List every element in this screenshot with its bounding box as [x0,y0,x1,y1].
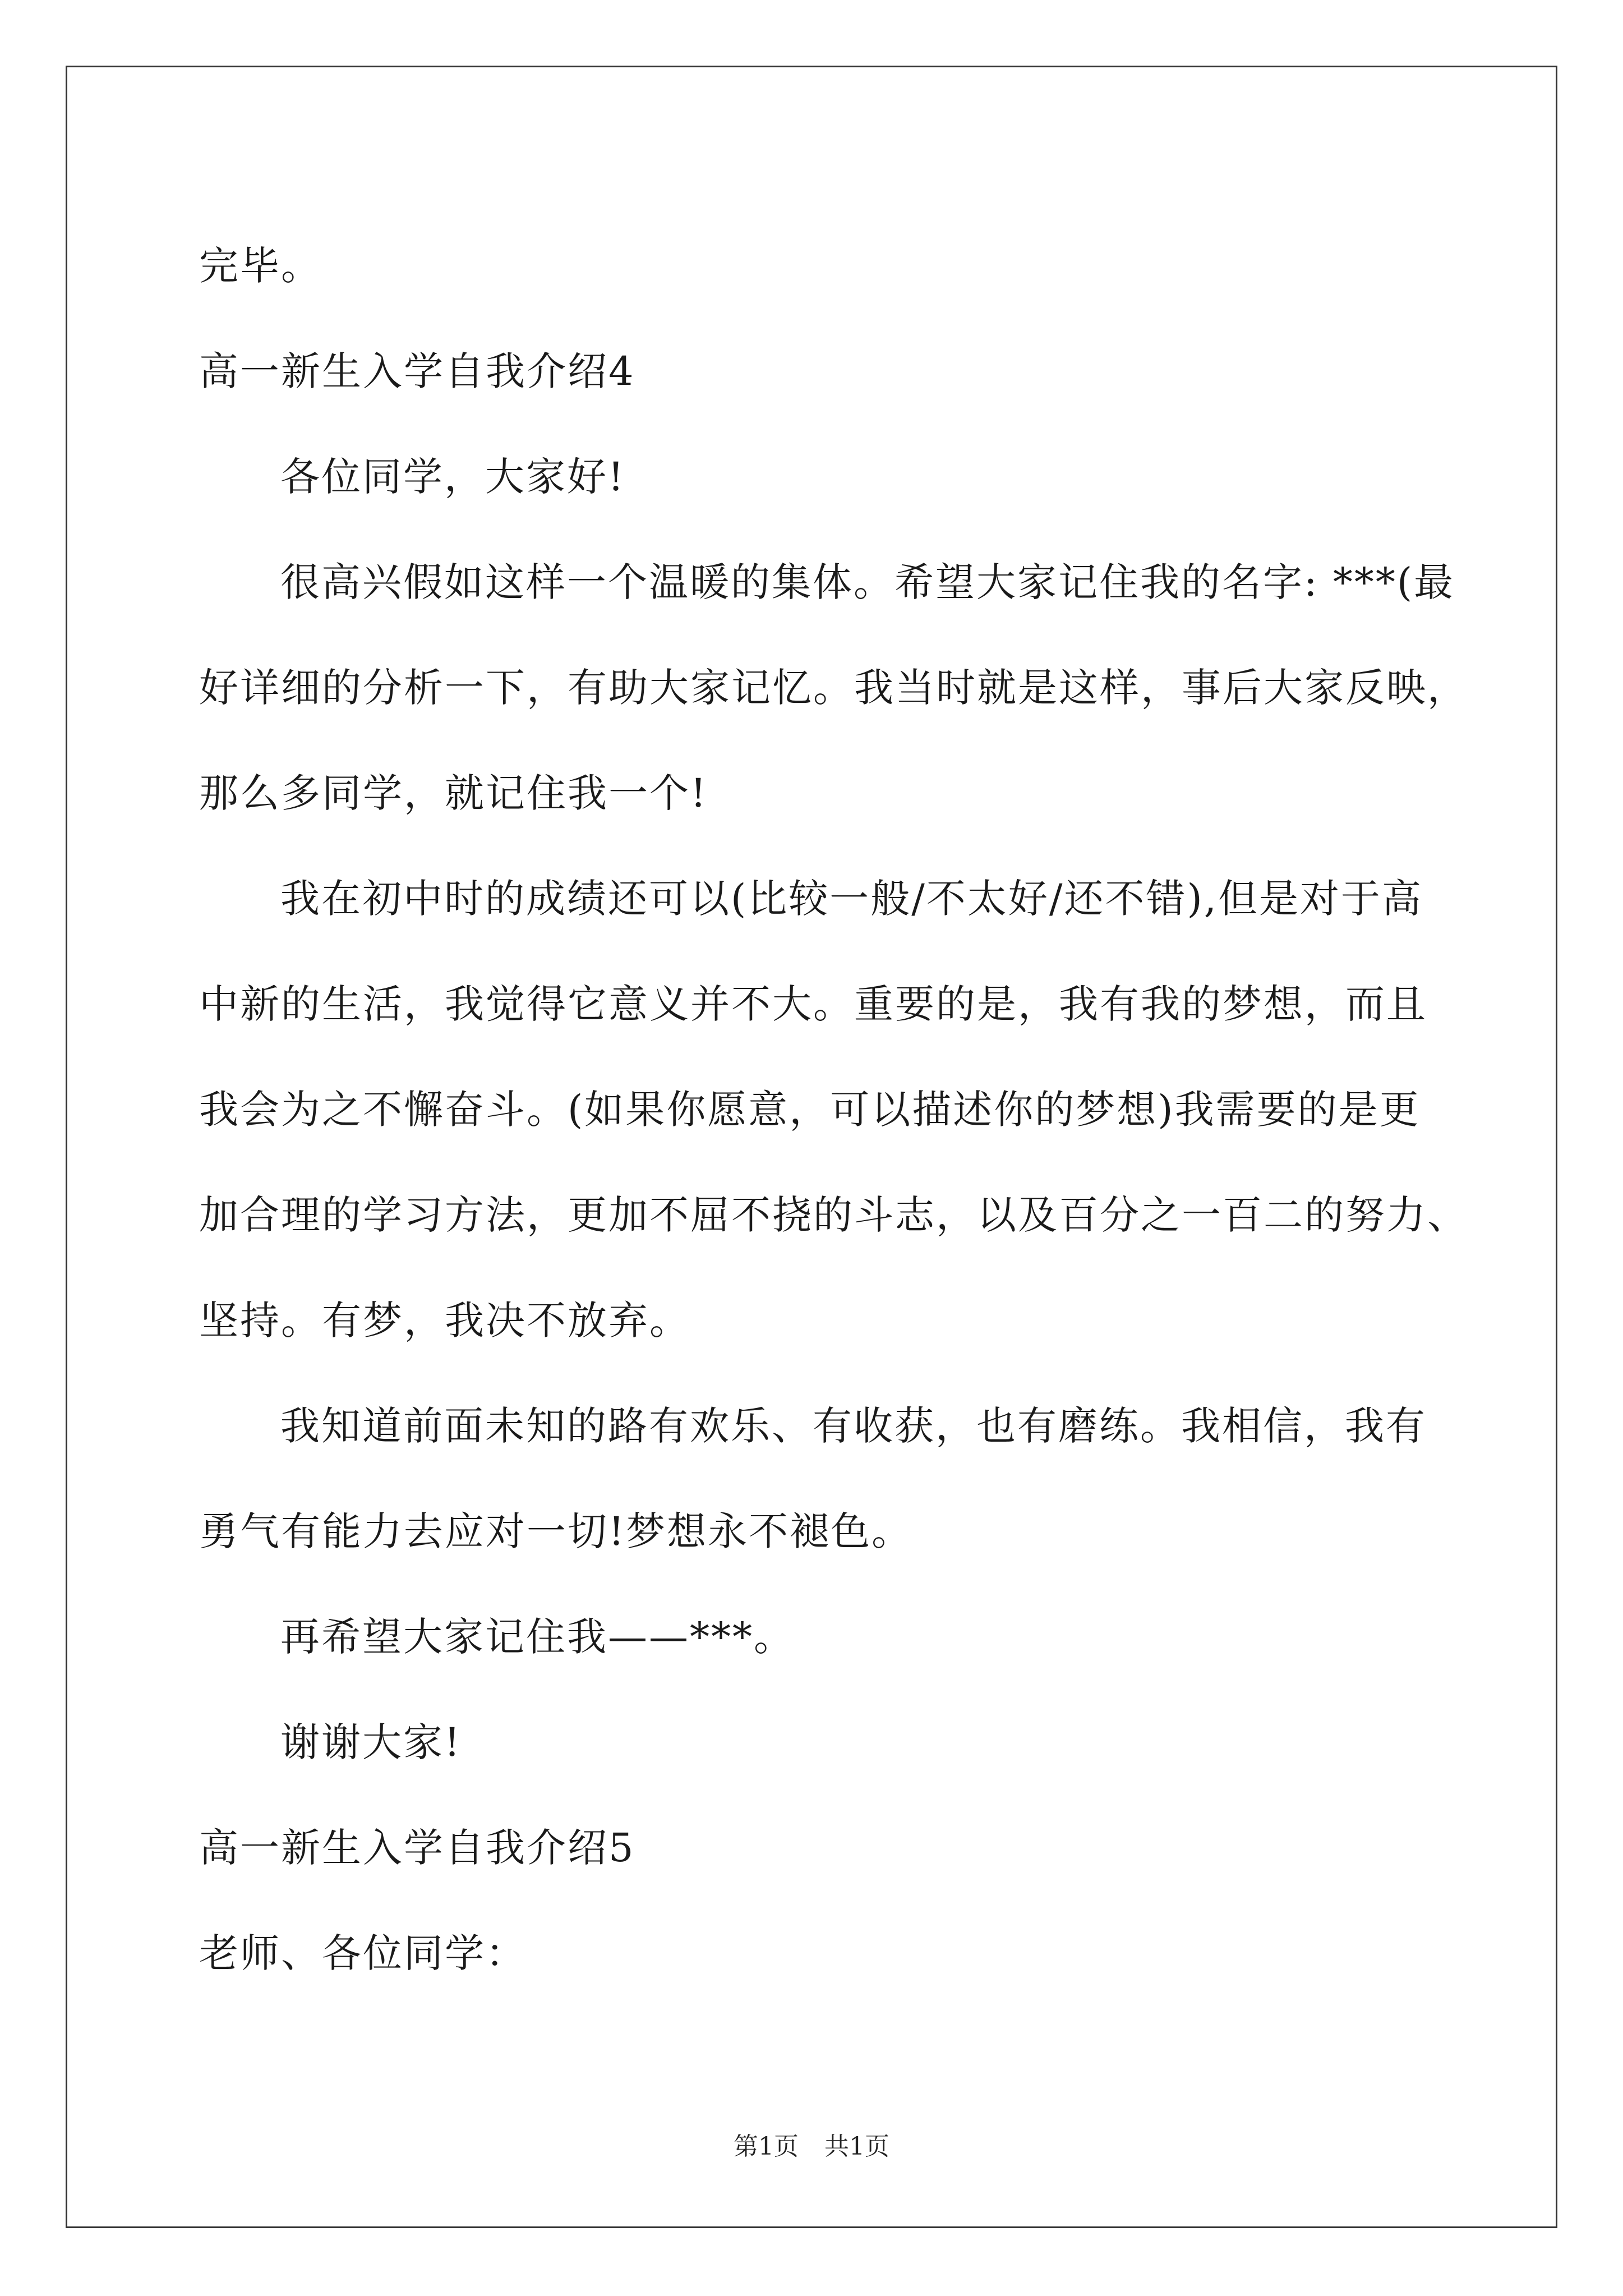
text-line: 我在初中时的成绩还可以(比较一般/不太好/还不错),但是对于高 [280,876,1423,922]
text-line: 再希望大家记住我——***。 [280,1614,795,1660]
text-line: 中新的生活，我觉得它意义并不大。重要的是，我有我的梦想，而且 [199,981,1427,1027]
text-line: 老师、各位同学： [199,1930,527,1976]
text-line: 各位同学，大家好! [280,454,626,500]
page-number-total: 共1页 [824,2132,889,2161]
text-line: 我会为之不懈奋斗。(如果你愿意，可以描述你的梦想)我需要的是更 [199,1087,1421,1133]
text-line: 完毕。 [199,243,322,289]
text-line: 很高兴假如这样一个温暖的集体。希望大家记住我的名字: ***(最 [280,559,1455,605]
text-line: 好详细的分析一下，有助大家记忆。我当时就是这样，事后大家反映， [199,665,1468,711]
section-heading: 高一新生入学自我介绍4 [199,348,635,394]
paragraph-dream [199,846,1472,1373]
paragraph-name [199,530,1472,846]
paragraph-remember [199,1584,1472,1690]
paragraph-future [199,1373,1472,1584]
paragraph-thanks [199,1690,1472,1795]
paragraph-greeting [199,424,1472,530]
text-line: 坚持。有梦，我决不放弃。 [199,1297,690,1343]
text-line: 谢谢大家! [280,1719,462,1765]
text-line: 勇气有能力去应对一切!梦想永不褪色。 [199,1508,913,1554]
text-line: 我知道前面未知的路有欢乐、有收获，也有磨练。我相信，我有 [280,1403,1427,1449]
document-body [199,213,1472,2006]
page-number-current: 第1页 [734,2132,799,2161]
section-heading: 高一新生入学自我介绍5 [199,1825,635,1871]
text-line: 加合理的学习方法，更加不屈不挠的斗志，以及百分之一百二的努力、 [199,1192,1468,1238]
text-line: 那么多同学，就记住我一个! [199,770,708,816]
page-footer [0,2126,1623,2162]
